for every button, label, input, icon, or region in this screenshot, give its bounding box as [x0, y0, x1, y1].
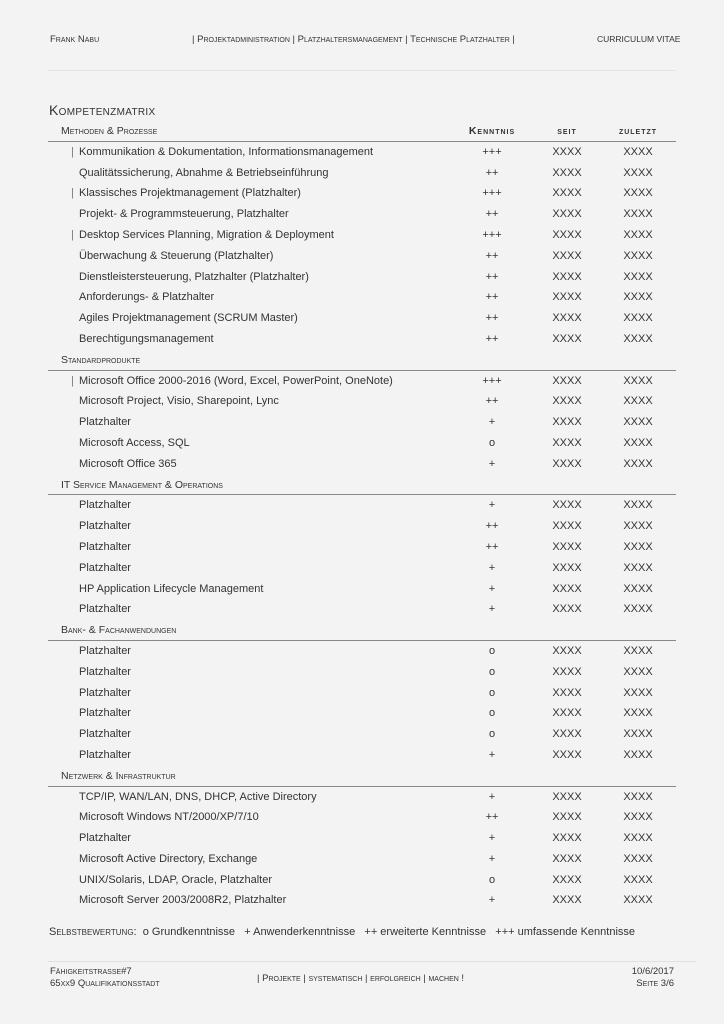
header-name: Frank Nabu: [50, 34, 100, 45]
skill-name: Microsoft Access, SQL: [79, 436, 190, 449]
skill-level: ++: [485, 540, 499, 553]
table-row: [48, 828, 676, 849]
column-seit: seit: [557, 125, 577, 137]
section-header: [48, 766, 676, 787]
legend-item: +++ umfassende Kenntnisse: [495, 926, 635, 938]
legend: [49, 926, 635, 938]
column-zuletzt: zuletzt: [618, 125, 658, 137]
skill-since: XXXX: [552, 873, 582, 886]
skill-level: ++: [485, 166, 499, 179]
skill-level: ++: [485, 811, 499, 824]
skill-level: +: [488, 499, 496, 512]
table-row: [48, 724, 676, 745]
footer-date: 10/6/2017: [631, 966, 674, 977]
table-row: [48, 371, 676, 392]
skill-since: XXXX: [552, 249, 582, 262]
skill-since: XXXX: [552, 416, 582, 429]
skill-last: XXXX: [623, 457, 653, 470]
header-tagline: | Projektadministration | Platzhaltersmanagement | Technische Platzhalter |: [192, 34, 515, 45]
skill-level: ++: [485, 208, 499, 221]
skill-level: o: [488, 728, 496, 741]
skill-last: XXXX: [623, 686, 653, 699]
skill-last: XXXX: [623, 374, 653, 387]
skill-name: Platzhalter: [79, 707, 131, 720]
skill-name: Microsoft Office 2000-2016 (Word, Excel, PowerPoint, OneNote): [79, 374, 393, 387]
table-row: [48, 787, 676, 808]
skill-last: XXXX: [623, 187, 653, 200]
column-kenntnis: Kenntnis: [468, 125, 516, 137]
skill-name: TCP/IP, WAN/LAN, DNS, DHCP, Active Directory: [79, 790, 317, 803]
skill-last: XXXX: [623, 582, 653, 595]
section-title: IT Service Management & Operations: [61, 478, 223, 491]
table-row: [48, 412, 676, 433]
skill-level: +: [488, 582, 496, 595]
skill-since: XXXX: [552, 291, 582, 304]
skill-last: XXXX: [623, 520, 653, 533]
skill-since: XXXX: [552, 187, 582, 200]
table-row: [48, 807, 676, 828]
skill-last: XXXX: [623, 644, 653, 657]
skill-last: XXXX: [623, 228, 653, 241]
skill-name: Anforderungs- & Platzhalter: [79, 291, 215, 304]
skill-level: o: [488, 707, 496, 720]
skill-last: XXXX: [623, 748, 653, 761]
highlight-marker: |: [71, 187, 74, 200]
skill-level: +++: [482, 145, 502, 158]
skill-level: +: [488, 457, 496, 470]
skill-name: Dienstleistersteuerung, Platzhalter (Platzhalter): [79, 270, 309, 283]
table-row: [48, 454, 676, 475]
skill-since: XXXX: [552, 811, 582, 824]
skill-since: XXXX: [552, 707, 582, 720]
skill-level: o: [488, 644, 496, 657]
skill-name: Projekt- & Programmsteuerung, Platzhalter: [79, 208, 289, 221]
skill-level: ++: [485, 291, 499, 304]
skill-since: XXXX: [552, 499, 582, 512]
table-row: [48, 849, 676, 870]
skill-name: Platzhalter: [79, 832, 131, 845]
skill-name: Platzhalter: [79, 665, 131, 678]
table-row: [48, 870, 676, 891]
skill-last: XXXX: [623, 499, 653, 512]
skill-last: XXXX: [623, 832, 653, 845]
skill-since: XXXX: [552, 145, 582, 158]
section-title: Standardprodukte: [61, 353, 141, 366]
skill-last: XXXX: [623, 852, 653, 865]
skill-last: XXXX: [623, 166, 653, 179]
skill-name: Klassisches Projektmanagement (Platzhalter): [79, 187, 301, 200]
highlight-marker: |: [71, 374, 74, 387]
legend-item: o Grundkenntnisse: [142, 926, 236, 938]
skill-last: XXXX: [623, 145, 653, 158]
competence-table: [48, 121, 676, 911]
skill-since: XXXX: [552, 852, 582, 865]
skill-level: +++: [482, 187, 502, 200]
skill-since: XXXX: [552, 395, 582, 408]
table-row: [48, 662, 676, 683]
skill-name: Desktop Services Planning, Migration & Deployment: [79, 228, 334, 241]
skill-name: Platzhalter: [79, 686, 131, 699]
skill-level: o: [488, 686, 496, 699]
skill-last: XXXX: [623, 416, 653, 429]
skill-level: +: [488, 832, 496, 845]
table-row: [48, 142, 676, 163]
skill-last: XXXX: [623, 707, 653, 720]
section-header: [48, 475, 676, 496]
skill-level: +: [488, 852, 496, 865]
skill-last: XXXX: [623, 332, 653, 345]
skill-last: XXXX: [623, 540, 653, 553]
skill-since: XXXX: [552, 832, 582, 845]
skill-last: XXXX: [623, 436, 653, 449]
table-row: [48, 433, 676, 454]
table-row: [48, 599, 676, 620]
skill-level: ++: [485, 520, 499, 533]
skill-name: Überwachung & Steuerung (Platzhalter): [79, 249, 274, 262]
table-row: [48, 890, 676, 911]
skill-since: XXXX: [552, 603, 582, 616]
skill-last: XXXX: [623, 665, 653, 678]
skill-level: ++: [485, 395, 499, 408]
skill-since: XXXX: [552, 208, 582, 221]
skill-last: XXXX: [623, 291, 653, 304]
skill-name: Platzhalter: [79, 644, 131, 657]
table-row: [48, 287, 676, 308]
skill-name: Platzhalter: [79, 748, 131, 761]
skill-level: ++: [485, 332, 499, 345]
table-row: [48, 579, 676, 600]
skill-since: XXXX: [552, 894, 582, 907]
table-row: [48, 308, 676, 329]
skill-level: ++: [485, 249, 499, 262]
skill-name: Microsoft Project, Visio, Sharepoint, Lync: [79, 395, 279, 408]
table-row: [48, 558, 676, 579]
skill-since: XXXX: [552, 312, 582, 325]
table-row: [48, 391, 676, 412]
section-header: [48, 620, 676, 641]
table-row: [48, 225, 676, 246]
skill-last: XXXX: [623, 312, 653, 325]
skill-name: Kommunikation & Dokumentation, Informationsmanagement: [79, 145, 374, 158]
table-row: [48, 246, 676, 267]
skill-level: ++: [485, 312, 499, 325]
highlight-marker: |: [71, 228, 74, 241]
skill-since: XXXX: [552, 374, 582, 387]
skill-level: o: [488, 873, 496, 886]
table-row: [48, 267, 676, 288]
page-title: Kompetenzmatrix: [49, 102, 156, 118]
skill-last: XXXX: [623, 249, 653, 262]
skill-since: XXXX: [552, 728, 582, 741]
legend-label: Selbstbewertung:: [49, 926, 137, 938]
skill-name: Platzhalter: [79, 416, 131, 429]
table-row: [48, 745, 676, 766]
skill-name: Berechtigungsmanagement: [79, 332, 214, 345]
skill-since: XXXX: [552, 665, 582, 678]
skill-last: XXXX: [623, 395, 653, 408]
skill-level: +: [488, 416, 496, 429]
skill-last: XXXX: [623, 208, 653, 221]
skill-since: XXXX: [552, 644, 582, 657]
skill-since: XXXX: [552, 748, 582, 761]
skill-since: XXXX: [552, 561, 582, 574]
skill-name: Microsoft Windows NT/2000/XP/7/10: [79, 811, 259, 824]
table-row: [48, 163, 676, 184]
footer-city: 65xx9 Qualifikationsstadt: [50, 978, 160, 989]
skill-since: XXXX: [552, 166, 582, 179]
skill-since: XXXX: [552, 520, 582, 533]
table-row: [48, 641, 676, 662]
skill-name: Microsoft Office 365: [79, 457, 177, 470]
skill-last: XXXX: [623, 561, 653, 574]
skill-since: XXXX: [552, 540, 582, 553]
skill-name: Platzhalter: [79, 540, 131, 553]
skill-level: +: [488, 790, 496, 803]
skill-name: UNIX/Solaris, LDAP, Oracle, Platzhalter: [79, 873, 272, 886]
header-divider: [48, 70, 676, 71]
skill-level: o: [488, 436, 496, 449]
section-header: [48, 350, 676, 371]
skill-since: XXXX: [552, 228, 582, 241]
skill-level: ++: [485, 270, 499, 283]
table-row: [48, 495, 676, 516]
section-title: Bank- & Fachanwendungen: [61, 624, 177, 637]
skill-name: Microsoft Active Directory, Exchange: [79, 852, 258, 865]
header-doc-type: CURRICULUM VITAE: [597, 34, 681, 44]
section-title: Methoden & Prozesse: [61, 125, 158, 137]
skill-since: XXXX: [552, 457, 582, 470]
skill-name: Platzhalter: [79, 561, 131, 574]
skill-last: XXXX: [623, 270, 653, 283]
skill-level: +: [488, 603, 496, 616]
table-row: [48, 183, 676, 204]
highlight-marker: |: [71, 145, 74, 158]
skill-last: XXXX: [623, 811, 653, 824]
skill-name: HP Application Lifecycle Management: [79, 582, 264, 595]
skill-name: Platzhalter: [79, 499, 131, 512]
skill-level: +: [488, 894, 496, 907]
skill-since: XXXX: [552, 436, 582, 449]
footer-page: Seite 3/6: [636, 978, 674, 989]
legend-item: ++ erweiterte Kenntnisse: [364, 926, 487, 938]
legend-item: + Anwenderkenntnisse: [244, 926, 356, 938]
table-row: [48, 204, 676, 225]
footer-address: [50, 966, 160, 990]
table-row: [48, 683, 676, 704]
section-header: [48, 121, 676, 142]
section-title: Netzwerk & Infrastruktur: [61, 769, 176, 782]
skill-level: +++: [482, 228, 502, 241]
footer-meta: [632, 966, 674, 990]
skill-name: Qualitätssicherung, Abnahme & Betriebseinführung: [79, 166, 329, 179]
skill-since: XXXX: [552, 686, 582, 699]
skill-last: XXXX: [623, 873, 653, 886]
skill-last: XXXX: [623, 728, 653, 741]
table-row: [48, 537, 676, 558]
skill-last: XXXX: [623, 790, 653, 803]
skill-level: +: [488, 561, 496, 574]
skill-level: +: [488, 748, 496, 761]
skill-since: XXXX: [552, 270, 582, 283]
footer-divider: [48, 961, 696, 962]
table-row: [48, 703, 676, 724]
footer-street: Fähigkeitstraße#7: [50, 966, 132, 977]
skill-name: Agiles Projektmanagement (SCRUM Master): [79, 312, 298, 325]
skill-last: XXXX: [623, 603, 653, 616]
skill-level: +++: [482, 374, 502, 387]
skill-since: XXXX: [552, 582, 582, 595]
skill-last: XXXX: [623, 894, 653, 907]
table-row: [48, 516, 676, 537]
skill-since: XXXX: [552, 332, 582, 345]
table-row: [48, 329, 676, 350]
skill-name: Platzhalter: [79, 603, 131, 616]
skill-name: Microsoft Server 2003/2008R2, Platzhalter: [79, 894, 287, 907]
skill-level: o: [488, 665, 496, 678]
skill-name: Platzhalter: [79, 728, 131, 741]
footer-motto: | Projekte | systematisch | erfolgreich | machen !: [257, 973, 465, 984]
skill-name: Platzhalter: [79, 520, 131, 533]
skill-since: XXXX: [552, 790, 582, 803]
